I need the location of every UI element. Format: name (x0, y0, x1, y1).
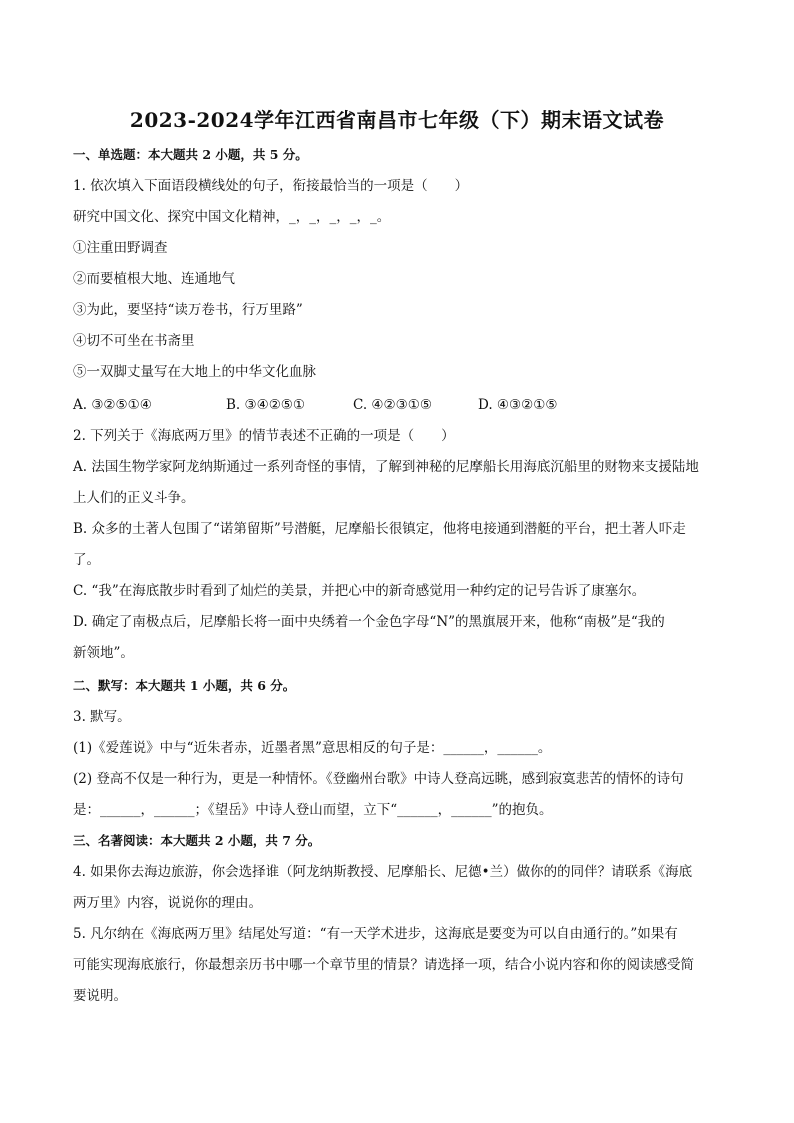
question-2-option-c: C. “我”在海底散步时看到了灿烂的美景，并把心中的新奇感觉用一种约定的记号告诉了康塞尔。 (73, 583, 646, 599)
question-1-passage: 研究中国文化、探究中国文化精神，_，_，_，_，_。 (73, 209, 391, 225)
question-1-option-c: C. ④②③①⑤ (353, 397, 432, 413)
question-2-option-a-line-1: A. 法国生物学家阿龙纳斯通过一系列奇怪的事情，了解到神秘的尼摩船长用海底沉船里的财物来支援陆地 (73, 459, 699, 475)
question-1-option-d: D. ④③②①⑤ (478, 397, 558, 413)
question-3-part-2-line-2: 是：______，______；《望岳》中诗人登山而望，立下“______，______”的抱负。 (73, 802, 553, 818)
question-1-item-3: ③为此，要坚持“读万卷书，行万里路” (73, 302, 303, 318)
question-2-option-d-line-1: D. 确定了南极点后，尼摩船长将一面中央绣着一个金色字母“N”的黑旗展开来，他称“南极”是“我的 (73, 614, 665, 630)
question-1-item-5: ⑤一双脚丈量写在大地上的中华文化血脉 (73, 364, 316, 380)
question-1-options (73, 396, 733, 414)
section-heading-dictation: 二、默写：本大题共 1 小题，共 6 分。 (73, 678, 296, 693)
question-1-item-2: ②而要植根大地、连通地气 (73, 271, 235, 287)
question-4-line-2: 两万里》内容，说说你的理由。 (73, 895, 262, 911)
question-3-part-1: (1)《爱莲说》中与“近朱者赤，近墨者黑”意思相反的句子是：______，______。 (73, 740, 552, 756)
question-2-option-a-line-2: 上人们的正义斗争。 (73, 490, 195, 506)
question-5-line-3: 要说明。 (73, 988, 127, 1004)
question-4-line-1: 4. 如果你去海边旅游，你会选择谁（阿龙纳斯教授、尼摩船长、尼德•兰）做你的的同伴？请联系《海底 (73, 864, 693, 880)
question-5-line-1: 5. 凡尔纳在《海底两万里》结尾处写道：“有一天学术进步，这海底是要变为可以自由通行的。”如果有 (73, 926, 678, 942)
question-5-line-2: 可能实现海底旅行，你最想亲历书中哪一个章节里的情景？请选择一项，结合小说内容和你的阅读感受简 (73, 957, 694, 973)
question-2-option-b-line-1: B. 众多的土著人包围了“诺第留斯”号潜艇，尼摩船长很镇定，他将电接通到潜艇的平台，把土著人吓走 (73, 521, 686, 537)
page-title: 2023-2024学年江西省南昌市七年级（下）期末语文试卷 (129, 108, 665, 132)
question-1-option-b: B. ③④②⑤① (226, 397, 306, 413)
question-2-option-d-line-2: 新领地”。 (73, 645, 134, 661)
question-3-part-2-line-1: (2) 登高不仅是一种行为，更是一种情怀。《登幽州台歌》中诗人登高远眺，感到寂寞悲苦的情怀的诗句 (73, 771, 684, 787)
question-1-option-a: A. ③②⑤①④ (73, 397, 152, 413)
question-2-option-b-line-2: 了。 (73, 552, 100, 568)
section-heading-single-choice: 一、单选题：本大题共 2 小题，共 5 分。 (73, 147, 308, 162)
question-3-stem: 3. 默写。 (73, 709, 131, 725)
question-2-stem: 2. 下列关于《海底两万里》的情节表述不正确的一项是（ ） (73, 428, 455, 444)
question-1-item-4: ④切不可坐在书斋里 (73, 333, 195, 349)
question-1-item-1: ①注重田野调查 (73, 240, 168, 256)
question-1-stem: 1. 依次填入下面语段横线处的句子，衔接最恰当的一项是（ ） (73, 178, 469, 194)
section-heading-classic-reading: 三、名著阅读：本大题共 2 小题，共 7 分。 (73, 833, 321, 848)
